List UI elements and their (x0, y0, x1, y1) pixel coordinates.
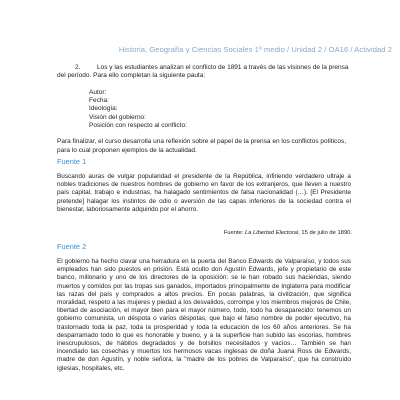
citation-source: La Libertad Electoral (245, 230, 299, 236)
fuente-2-title: Fuente 2 (57, 242, 87, 251)
breadcrumb: Historia, Geografía y Ciencias Sociales 1º medio / Unidad 2 / OA16 / Actividad 2 (118, 45, 392, 54)
activity-number: 2. (75, 64, 81, 71)
activity-instruction-text: Los y las estudiantes analizan el conflicto de 1891 a través de las visiones de la prensa del período. Para ello completan la siguiente pauta: (57, 64, 349, 80)
citation-prefix: Fuente: (223, 230, 245, 236)
citation-date: , 15 de julio de 1890. (298, 230, 352, 236)
field-item: Visión del gobierno: (89, 113, 146, 121)
field-list (89, 89, 357, 130)
activity-closing: Para finalizar, el curso desarrolla una reflexión sobre el papel de la prensa en los conflictos políticos, para lo cual proponen ejemplos de la actualidad. (57, 138, 347, 154)
activity-section (57, 64, 357, 155)
field-item: Posición con respecto al conflicto: (89, 122, 187, 129)
fuente-1-title: Fuente 1 (57, 157, 87, 166)
field-item: Autor: (89, 88, 107, 96)
fuente-1-citation (224, 230, 352, 236)
field-item: Fecha: (89, 97, 109, 105)
fuente-1-text: Buscando auras de vulgar popularidad el presidente de la República, infiriendo verdadero ultraje a nobles tradiciones de nuestros hombres de gobierno en favor de los extranjeros, que lleven a nuestro país capital, trabajo e industrias, ha halagado sentimientos de falsa nacionalidad (…). [El Presidente pretende] halagar los instintos de odio o aversión de las capas inferiores de la sociedad contra el bienestar, laboriosamente adquirido por el ahorro. (57, 173, 351, 213)
activity-instruction (57, 64, 357, 81)
fuente-2-text: El gobierno ha hecho clavar una herradura en la puerta del Banco Edwards de Valparaíso, y todos sus empleados han sido puestos en prisión. Está oculto don Agustín Edwards, jefe y propietario de este banco, millonario y uno de los directores de la oposición: se le han robado sus haciendas, siendo muertos y comidos por las tropas sus ganados, importados principalmente de Inglaterra para modificar las razas del país y comprados a altos precios. En pocas palabras, la civilización, que significa moralidad, respeto a las mujeres y piedad a los desvalidos, corrompe y los miembros mejores de Chile, libertad de asociación, el mayor bien para el mayor número, todo, todo ha desaparecido: tenemos un gobierno comunista, un déspota o varios déspotas, que bajo el falso nombre de poder ejecutivo, ha trastornado toda la paz, toda la prosperidad y toda la educación de los 60 años anteriores. Se ha desparramado todo lo que es honorable y bueno, y a la superficie han subido las escorias, hombres inescrupulosos, de hábitos degradados y de bolsillos necesitados y vacíos… También se han incendiado las cosechas y muertos los hermosos vacas inglesas de doña Juana Ross de Edwards, madre de don Agustín, y noble señora, la "madre de los pobres de Valparaíso", que ha construido iglesias, hospitales, etc. (57, 258, 351, 372)
field-item: Ideología: (89, 105, 118, 113)
